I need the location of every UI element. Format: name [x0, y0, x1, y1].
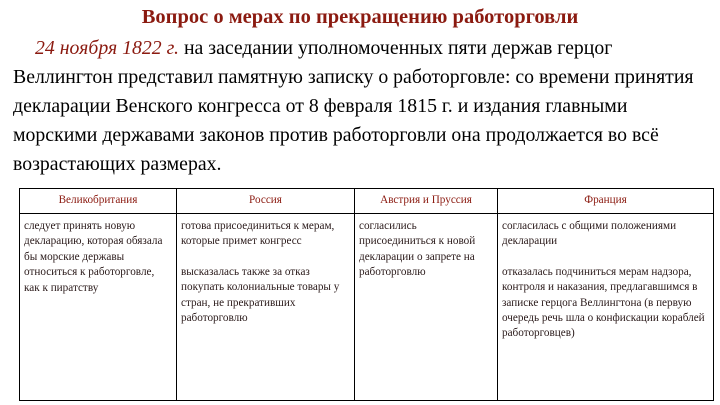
cell-france-text-2: отказалась подчиниться мерам надзора, контроля и наказания, предлагавшимся в записке герцога Веллингтона (в первую очередь речь шла о конфискации кораблей работорговцев) — [502, 265, 705, 340]
header-france: Франция — [498, 189, 714, 214]
cell-russia-text-1: готова присоединиться к мерам, которые примет конгресс — [181, 220, 335, 248]
cell-france — [498, 214, 714, 401]
cell-austria-prussia — [355, 214, 498, 401]
cell-britain-text: следует принять новую декларацию, которая обязала бы морские державы относиться к работорговле, как к пиратству — [24, 220, 163, 294]
cell-britain — [20, 214, 177, 401]
cell-russia — [177, 214, 355, 401]
table-header-row — [20, 189, 714, 214]
intro-date: 24 ноября 1822 г. — [35, 37, 179, 59]
cell-russia-text-2: высказалась также за отказ покупать колониальные товары у стран, не прекративших работорговлю — [181, 265, 340, 325]
table-row — [20, 214, 714, 401]
intro-paragraph — [13, 34, 713, 179]
header-austria-prussia: Австрия и Пруссия — [355, 189, 498, 214]
cell-austria-prussia-text: согласились присоединиться к новой декларации о запрете на работорговлю — [359, 220, 476, 279]
header-russia: Россия — [177, 189, 355, 214]
positions-table — [19, 188, 714, 401]
slide-title: Вопрос о мерах по прекращению работорговли — [141, 6, 579, 28]
cell-france-text-1: согласилась с общими положениями декларации — [502, 220, 677, 248]
header-britain: Великобритания — [20, 189, 177, 214]
intro-text: на заседании уполномоченных пяти держав герцог Веллингтон представил памятную записку о работорговле: со времени принятия декларации Венского конгресса от 8 февраля 1815 г. и издания главными морскими державами законов против работорговли она продолжается во всё возрастающих размерах. — [13, 37, 694, 175]
